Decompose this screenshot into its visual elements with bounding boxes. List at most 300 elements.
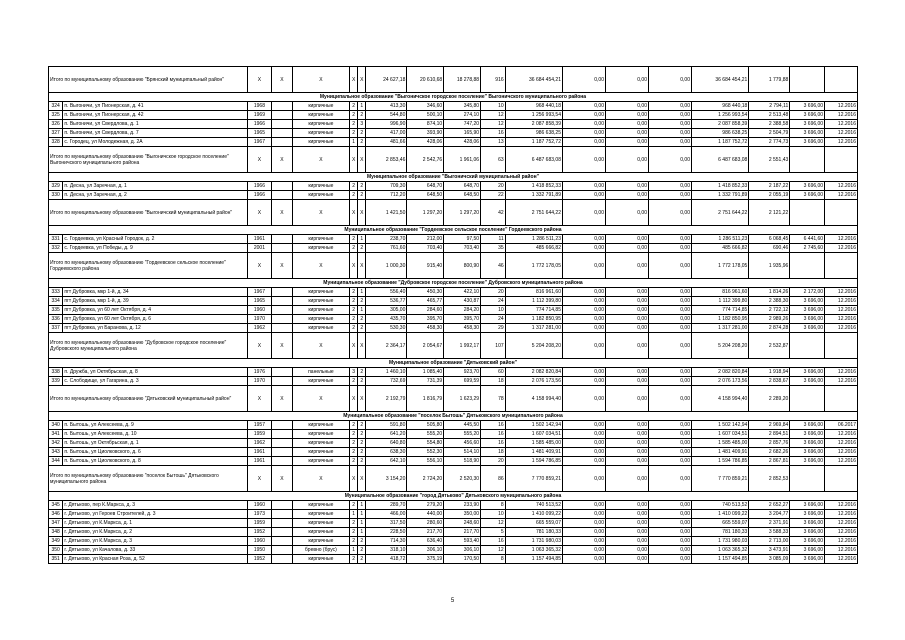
row-cell: 2 (350, 315, 358, 324)
row-cell: 318,10 (366, 546, 407, 555)
section-heading: Муниципальное образование "Дятьковский район" (49, 359, 858, 368)
row-cell: кирпичные (292, 439, 349, 448)
row-cell: 0,00 (648, 439, 691, 448)
row-cell: 456,60 (444, 439, 481, 448)
row-cell: 3 696,00 (790, 501, 825, 510)
row-cell: 2 388,30 (749, 297, 790, 306)
row-cell: 0,00 (562, 501, 605, 510)
row-cell: 2 504,79 (749, 129, 790, 138)
row-cell: 2 (358, 555, 366, 564)
row-cell: 466,00 (366, 510, 407, 519)
row-cell: 714,30 (366, 537, 407, 546)
registry-table (48, 66, 858, 564)
row-address: п. Десна, ул Заречная, д. 2 (63, 191, 247, 200)
row-cell: 1 286 511,23 (505, 235, 562, 244)
row-cell: 440,00 (407, 510, 444, 519)
row-cell: 422,10 (444, 288, 481, 297)
row-cell: 465,77 (407, 297, 444, 306)
row-address: п. Бытошь, ул Октябрьская, д. 1 (63, 439, 247, 448)
row-address: п. Дружба, ул Октябрьская, д. 8 (63, 368, 247, 377)
row-cell: 305,00 (366, 306, 407, 315)
row-cell: 485 666,82 (691, 244, 748, 253)
row-cell (272, 182, 292, 191)
row-cell: 0,00 (605, 501, 648, 510)
row-cell (272, 191, 292, 200)
row-cell: 238,70 (366, 235, 407, 244)
total-cell (790, 147, 825, 173)
table-row (49, 138, 858, 147)
row-cell: 1 607 034,51 (505, 430, 562, 439)
total-cell: 1 772 178,05 (691, 253, 748, 279)
row-cell: 923,70 (444, 368, 481, 377)
row-cell: 1 (358, 519, 366, 528)
total-label: Итого по муниципальному образованию "Выгоничское городское поселение" Выгоничского муниципального района (49, 147, 248, 173)
total-cell: 36 684 454,21 (505, 67, 562, 93)
row-cell: 6 441,60 (790, 235, 825, 244)
row-address: пгт Дубровка, мкр 1-й, д. 39 (63, 297, 247, 306)
total-cell: 1 000,30 (366, 253, 407, 279)
section-heading: Муниципальное образование "Выгоничский муниципальный район" (49, 173, 858, 182)
table-row (49, 430, 858, 439)
total-cell: 6 487 683,08 (505, 147, 562, 173)
row-cell: 2 722,12 (749, 306, 790, 315)
total-row (49, 466, 858, 492)
total-cell: 24 627,18 (366, 67, 407, 93)
row-cell: 3 696,00 (790, 315, 825, 324)
row-cell: 986 638,25 (505, 129, 562, 138)
row-cell: 2 055,19 (749, 191, 790, 200)
row-cell: 1 085,40 (407, 368, 444, 377)
row-cell: 2001 (247, 244, 272, 253)
row-cell (272, 120, 292, 129)
section-heading-row (49, 173, 858, 182)
row-address: г. Дятьково, ул К.Маркса, д. 3 (63, 537, 247, 546)
total-cell: 0,00 (648, 333, 691, 359)
row-cell: 593,40 (444, 537, 481, 546)
row-cell: 0,00 (562, 368, 605, 377)
row-cell: 1 112 399,80 (691, 297, 748, 306)
row-cell: 1 502 142,94 (505, 421, 562, 430)
table-row (49, 324, 858, 333)
row-cell: 2 (350, 457, 358, 466)
row-cell (272, 510, 292, 519)
row-cell: 1961 (247, 235, 272, 244)
row-number: 336 (49, 315, 63, 324)
total-cell: 7 770 859,21 (505, 466, 562, 492)
row-cell: 0,00 (562, 448, 605, 457)
row-cell (272, 555, 292, 564)
row-cell: 1 187 752,72 (505, 138, 562, 147)
row-cell: 2 371,91 (749, 519, 790, 528)
row-cell: 0,00 (605, 191, 648, 200)
row-cell: 761,60 (366, 244, 407, 253)
row-cell: 648,70 (444, 182, 481, 191)
row-cell: 1 (358, 510, 366, 519)
row-cell: 0,00 (648, 129, 691, 138)
row-cell: 556,40 (366, 288, 407, 297)
row-address: пгт Дубровка, ул Баранова, д. 12 (63, 324, 247, 333)
row-cell (272, 306, 292, 315)
row-cell: 1 157 494,85 (505, 555, 562, 564)
row-cell: 12.2016 (825, 368, 858, 377)
section-heading: Муниципальное образование "Выгоничское городское поселение" Выгоничского муниципального района (49, 93, 858, 102)
total-cell: 78 (481, 386, 506, 412)
total-cell: 0,00 (605, 200, 648, 226)
row-cell: 2 713,00 (749, 537, 790, 546)
row-cell: 1960 (247, 501, 272, 510)
table-row (49, 288, 858, 297)
row-cell: 1976 (247, 368, 272, 377)
row-cell: 554,80 (407, 439, 444, 448)
row-cell: 22 (481, 191, 506, 200)
row-cell: кирпичные (292, 501, 349, 510)
row-cell: 996,90 (366, 120, 407, 129)
row-cell (272, 288, 292, 297)
row-cell: 24 (481, 315, 506, 324)
row-cell: 536,77 (366, 297, 407, 306)
row-cell: кирпичные (292, 235, 349, 244)
total-cell: 1 816,79 (407, 386, 444, 412)
row-cell: кирпичные (292, 315, 349, 324)
row-cell: 2 (350, 306, 358, 315)
row-cell: 703,40 (407, 244, 444, 253)
row-cell: 1 182 850,95 (691, 315, 748, 324)
row-address: г. Дятьково, ул Героев Строителей, д. 3 (63, 510, 247, 519)
row-cell: 1967 (247, 138, 272, 147)
row-cell: 280,60 (407, 519, 444, 528)
row-cell (272, 129, 292, 138)
total-cell: 0,00 (605, 253, 648, 279)
section-heading: Муниципальное образование "Дубровское городское поселение" Дубровского муниципального района (49, 279, 858, 288)
table-row (49, 306, 858, 315)
row-cell: 1 187 752,72 (691, 138, 748, 147)
row-cell: 1966 (247, 120, 272, 129)
row-cell: 1 063 365,32 (505, 546, 562, 555)
total-cell: X (247, 253, 272, 279)
total-cell: 1 992,17 (444, 333, 481, 359)
total-cell: X (272, 147, 292, 173)
row-cell: 732,69 (366, 377, 407, 386)
row-cell: 1 918,94 (749, 368, 790, 377)
row-cell: 16 (481, 537, 506, 546)
row-cell: 0,00 (648, 510, 691, 519)
row-cell: 2 (358, 129, 366, 138)
table-row (49, 315, 858, 324)
row-cell: 2 076 173,56 (691, 377, 748, 386)
row-cell: 0,00 (648, 244, 691, 253)
row-cell: 3 696,00 (790, 528, 825, 537)
table-row (49, 501, 858, 510)
row-cell: 2 (358, 537, 366, 546)
table-row (49, 377, 858, 386)
total-row (49, 67, 858, 93)
total-cell: 5 204 208,20 (691, 333, 748, 359)
row-cell: 1 594 786,85 (691, 457, 748, 466)
row-cell: 2 (350, 288, 358, 297)
table-row (49, 102, 858, 111)
total-cell (825, 147, 858, 173)
row-cell (272, 324, 292, 333)
row-cell: 6 068,45 (749, 235, 790, 244)
total-cell: 0,00 (605, 333, 648, 359)
total-cell: 63 (481, 147, 506, 173)
row-cell (272, 457, 292, 466)
row-number: 350 (49, 546, 63, 555)
row-cell: 1 731 980,03 (691, 537, 748, 546)
total-cell (825, 253, 858, 279)
total-label: Итого по муниципальному образованию "Гордеевское сельское поселение" Гордеевского района (49, 253, 248, 279)
total-cell: 4 158 994,40 (691, 386, 748, 412)
row-cell: кирпичные (292, 182, 349, 191)
row-cell: 703,40 (444, 244, 481, 253)
row-cell: 1 (358, 501, 366, 510)
row-cell: 3 204,77 (749, 510, 790, 519)
row-cell: 284,20 (444, 306, 481, 315)
row-cell: 20 (481, 182, 506, 191)
row-cell: 16 (481, 439, 506, 448)
row-number: 339 (49, 377, 63, 386)
row-cell: 1966 (247, 182, 272, 191)
row-cell: 781 180,33 (691, 528, 748, 537)
total-cell: X (350, 253, 358, 279)
row-number: 351 (49, 555, 63, 564)
row-cell: 0,00 (605, 546, 648, 555)
total-cell: 0,00 (648, 200, 691, 226)
row-cell (272, 439, 292, 448)
row-cell: 0,00 (648, 111, 691, 120)
row-cell: 2 (358, 457, 366, 466)
row-cell: 2 076 173,56 (505, 377, 562, 386)
total-cell: 0,00 (605, 147, 648, 173)
row-cell (272, 235, 292, 244)
row-number: 330 (49, 191, 63, 200)
total-cell: X (350, 200, 358, 226)
total-cell: X (247, 466, 272, 492)
row-cell: 0,00 (562, 555, 605, 564)
row-cell: 3 696,00 (790, 138, 825, 147)
row-cell (272, 546, 292, 555)
total-cell: 0,00 (562, 466, 605, 492)
total-cell: 2 121,22 (749, 200, 790, 226)
row-cell (272, 111, 292, 120)
row-cell: 3 696,00 (790, 297, 825, 306)
row-number: 343 (49, 448, 63, 457)
total-cell (825, 333, 858, 359)
row-cell: 12.2016 (825, 297, 858, 306)
row-cell: 1970 (247, 315, 272, 324)
row-cell: 0,00 (605, 528, 648, 537)
row-cell: 2 (358, 324, 366, 333)
row-cell: кирпичные (292, 537, 349, 546)
row-cell: 648,70 (407, 182, 444, 191)
row-cell: 665 559,07 (505, 519, 562, 528)
row-cell: панельные (292, 368, 349, 377)
row-cell: 1970 (247, 377, 272, 386)
table-row (49, 191, 858, 200)
row-cell: 1961 (247, 457, 272, 466)
row-cell: 12.2016 (825, 324, 858, 333)
row-cell: 2 (350, 430, 358, 439)
row-cell: кирпичные (292, 457, 349, 466)
row-cell: 0,00 (562, 324, 605, 333)
total-cell: 4 158 994,40 (505, 386, 562, 412)
row-cell: 0,00 (648, 377, 691, 386)
row-cell: 1969 (247, 111, 272, 120)
row-cell: 2 388,58 (749, 120, 790, 129)
total-cell: 0,00 (648, 253, 691, 279)
row-number: 334 (49, 297, 63, 306)
row-cell: 0,00 (605, 111, 648, 120)
row-cell: 2 (350, 448, 358, 457)
row-cell: 0,00 (605, 510, 648, 519)
row-cell: 3 696,00 (790, 430, 825, 439)
table-row (49, 235, 858, 244)
row-cell: 774 714,85 (691, 306, 748, 315)
row-cell: 1 418 852,33 (691, 182, 748, 191)
total-cell: 2 751 644,22 (691, 200, 748, 226)
row-cell: 8 (481, 501, 506, 510)
row-cell (272, 368, 292, 377)
row-cell: 1965 (247, 129, 272, 138)
row-cell: 0,00 (648, 519, 691, 528)
row-cell: 2 (350, 191, 358, 200)
row-cell: 2 (358, 448, 366, 457)
total-cell: 1 935,96 (749, 253, 790, 279)
row-cell: 0,00 (605, 306, 648, 315)
total-cell: 0,00 (648, 147, 691, 173)
row-cell: 2 (358, 377, 366, 386)
row-cell: 0,00 (562, 244, 605, 253)
row-cell: кирпичные (292, 191, 349, 200)
row-cell: 0,00 (648, 191, 691, 200)
row-number: 347 (49, 519, 63, 528)
row-cell: 0,00 (562, 182, 605, 191)
row-number: 349 (49, 537, 63, 546)
total-cell: 2 532,87 (749, 333, 790, 359)
row-cell: 0,00 (648, 457, 691, 466)
total-cell: 3 154,20 (366, 466, 407, 492)
total-row (49, 386, 858, 412)
row-address: п. Бытошь, ул Циолковского, д. 6 (63, 448, 247, 457)
row-cell: 1 317 281,00 (505, 324, 562, 333)
section-heading-row (49, 359, 858, 368)
row-cell: 12.2016 (825, 111, 858, 120)
row-cell: 12.2016 (825, 448, 858, 457)
row-cell: 1 460,10 (366, 368, 407, 377)
row-cell: кирпичные (292, 297, 349, 306)
row-cell: 1 (350, 510, 358, 519)
table-row (49, 537, 858, 546)
row-number: 324 (49, 102, 63, 111)
row-cell: 731,39 (407, 377, 444, 386)
row-cell: 1 481 409,91 (691, 448, 748, 457)
total-cell: X (272, 200, 292, 226)
total-cell: 2 520,30 (444, 466, 481, 492)
row-cell: 0,00 (562, 421, 605, 430)
total-cell: 42 (481, 200, 506, 226)
row-cell: 2 187,22 (749, 182, 790, 191)
row-cell: 1973 (247, 510, 272, 519)
total-cell: 86 (481, 466, 506, 492)
row-cell (272, 448, 292, 457)
row-cell: 217,70 (407, 528, 444, 537)
row-cell: 417,00 (366, 129, 407, 138)
table-row (49, 546, 858, 555)
row-number: 346 (49, 510, 63, 519)
row-cell: 2 (350, 555, 358, 564)
row-address: п. Выгоничи, ул Свердлова, д. 7 (63, 129, 247, 138)
row-number: 329 (49, 182, 63, 191)
row-cell: 0,00 (648, 537, 691, 546)
row-cell: 0,00 (648, 430, 691, 439)
row-cell: 0,00 (605, 102, 648, 111)
row-cell: кирпичные (292, 102, 349, 111)
total-cell: X (292, 253, 349, 279)
row-cell: 0,00 (605, 448, 648, 457)
page-number: 5 (450, 598, 455, 604)
row-cell: 2 652,27 (749, 501, 790, 510)
row-cell: кирпичные (292, 555, 349, 564)
row-cell: 0,00 (562, 306, 605, 315)
row-cell: 0,00 (562, 315, 605, 324)
row-cell: 2 087 858,39 (505, 120, 562, 129)
row-cell: 556,10 (407, 457, 444, 466)
row-cell (272, 377, 292, 386)
row-cell: 3 (358, 120, 366, 129)
row-cell: 11 (481, 235, 506, 244)
row-cell: 0,00 (605, 244, 648, 253)
row-number: 333 (49, 288, 63, 297)
total-cell (790, 200, 825, 226)
row-cell (272, 430, 292, 439)
row-cell: 3 696,00 (790, 368, 825, 377)
row-cell: 2 082 820,84 (691, 368, 748, 377)
row-cell: 12.2016 (825, 555, 858, 564)
row-cell: 1 182 850,95 (505, 315, 562, 324)
row-cell: 544,80 (366, 111, 407, 120)
row-cell: 1 814,26 (749, 288, 790, 297)
row-cell: 1 286 511,23 (691, 235, 748, 244)
row-cell: кирпичные (292, 528, 349, 537)
row-cell: кирпичные (292, 306, 349, 315)
row-cell: 2 838,67 (749, 377, 790, 386)
total-cell: 18 278,88 (444, 67, 481, 93)
row-cell: 0,00 (562, 111, 605, 120)
row-cell: 2 087 858,39 (691, 120, 748, 129)
row-cell: 3 696,00 (790, 324, 825, 333)
row-cell: 0,00 (605, 519, 648, 528)
row-cell: 2 (350, 244, 358, 253)
row-address: п. Бытошь, ул Циолковского, д. 8 (63, 457, 247, 466)
row-cell: 690,46 (749, 244, 790, 253)
row-cell: 1 112 399,80 (505, 297, 562, 306)
row-cell (272, 421, 292, 430)
row-cell: 428,06 (407, 138, 444, 147)
row-cell: 0,00 (605, 430, 648, 439)
row-address: п. Бытошь, ул Алексеева, д. 10 (63, 430, 247, 439)
row-cell: 350,00 (444, 510, 481, 519)
row-cell: 500,10 (407, 111, 444, 120)
row-cell: 0,00 (562, 138, 605, 147)
row-cell: 0,00 (562, 537, 605, 546)
row-cell: 2 894,51 (749, 430, 790, 439)
row-cell: 530,30 (366, 324, 407, 333)
table-row (49, 120, 858, 129)
total-cell: 2 192,79 (366, 386, 407, 412)
row-cell: 0,00 (605, 120, 648, 129)
section-heading: Муниципальное образование "Гордеевское сельское поселение" Гордеевского района (49, 226, 858, 235)
section-heading-row (49, 412, 858, 421)
